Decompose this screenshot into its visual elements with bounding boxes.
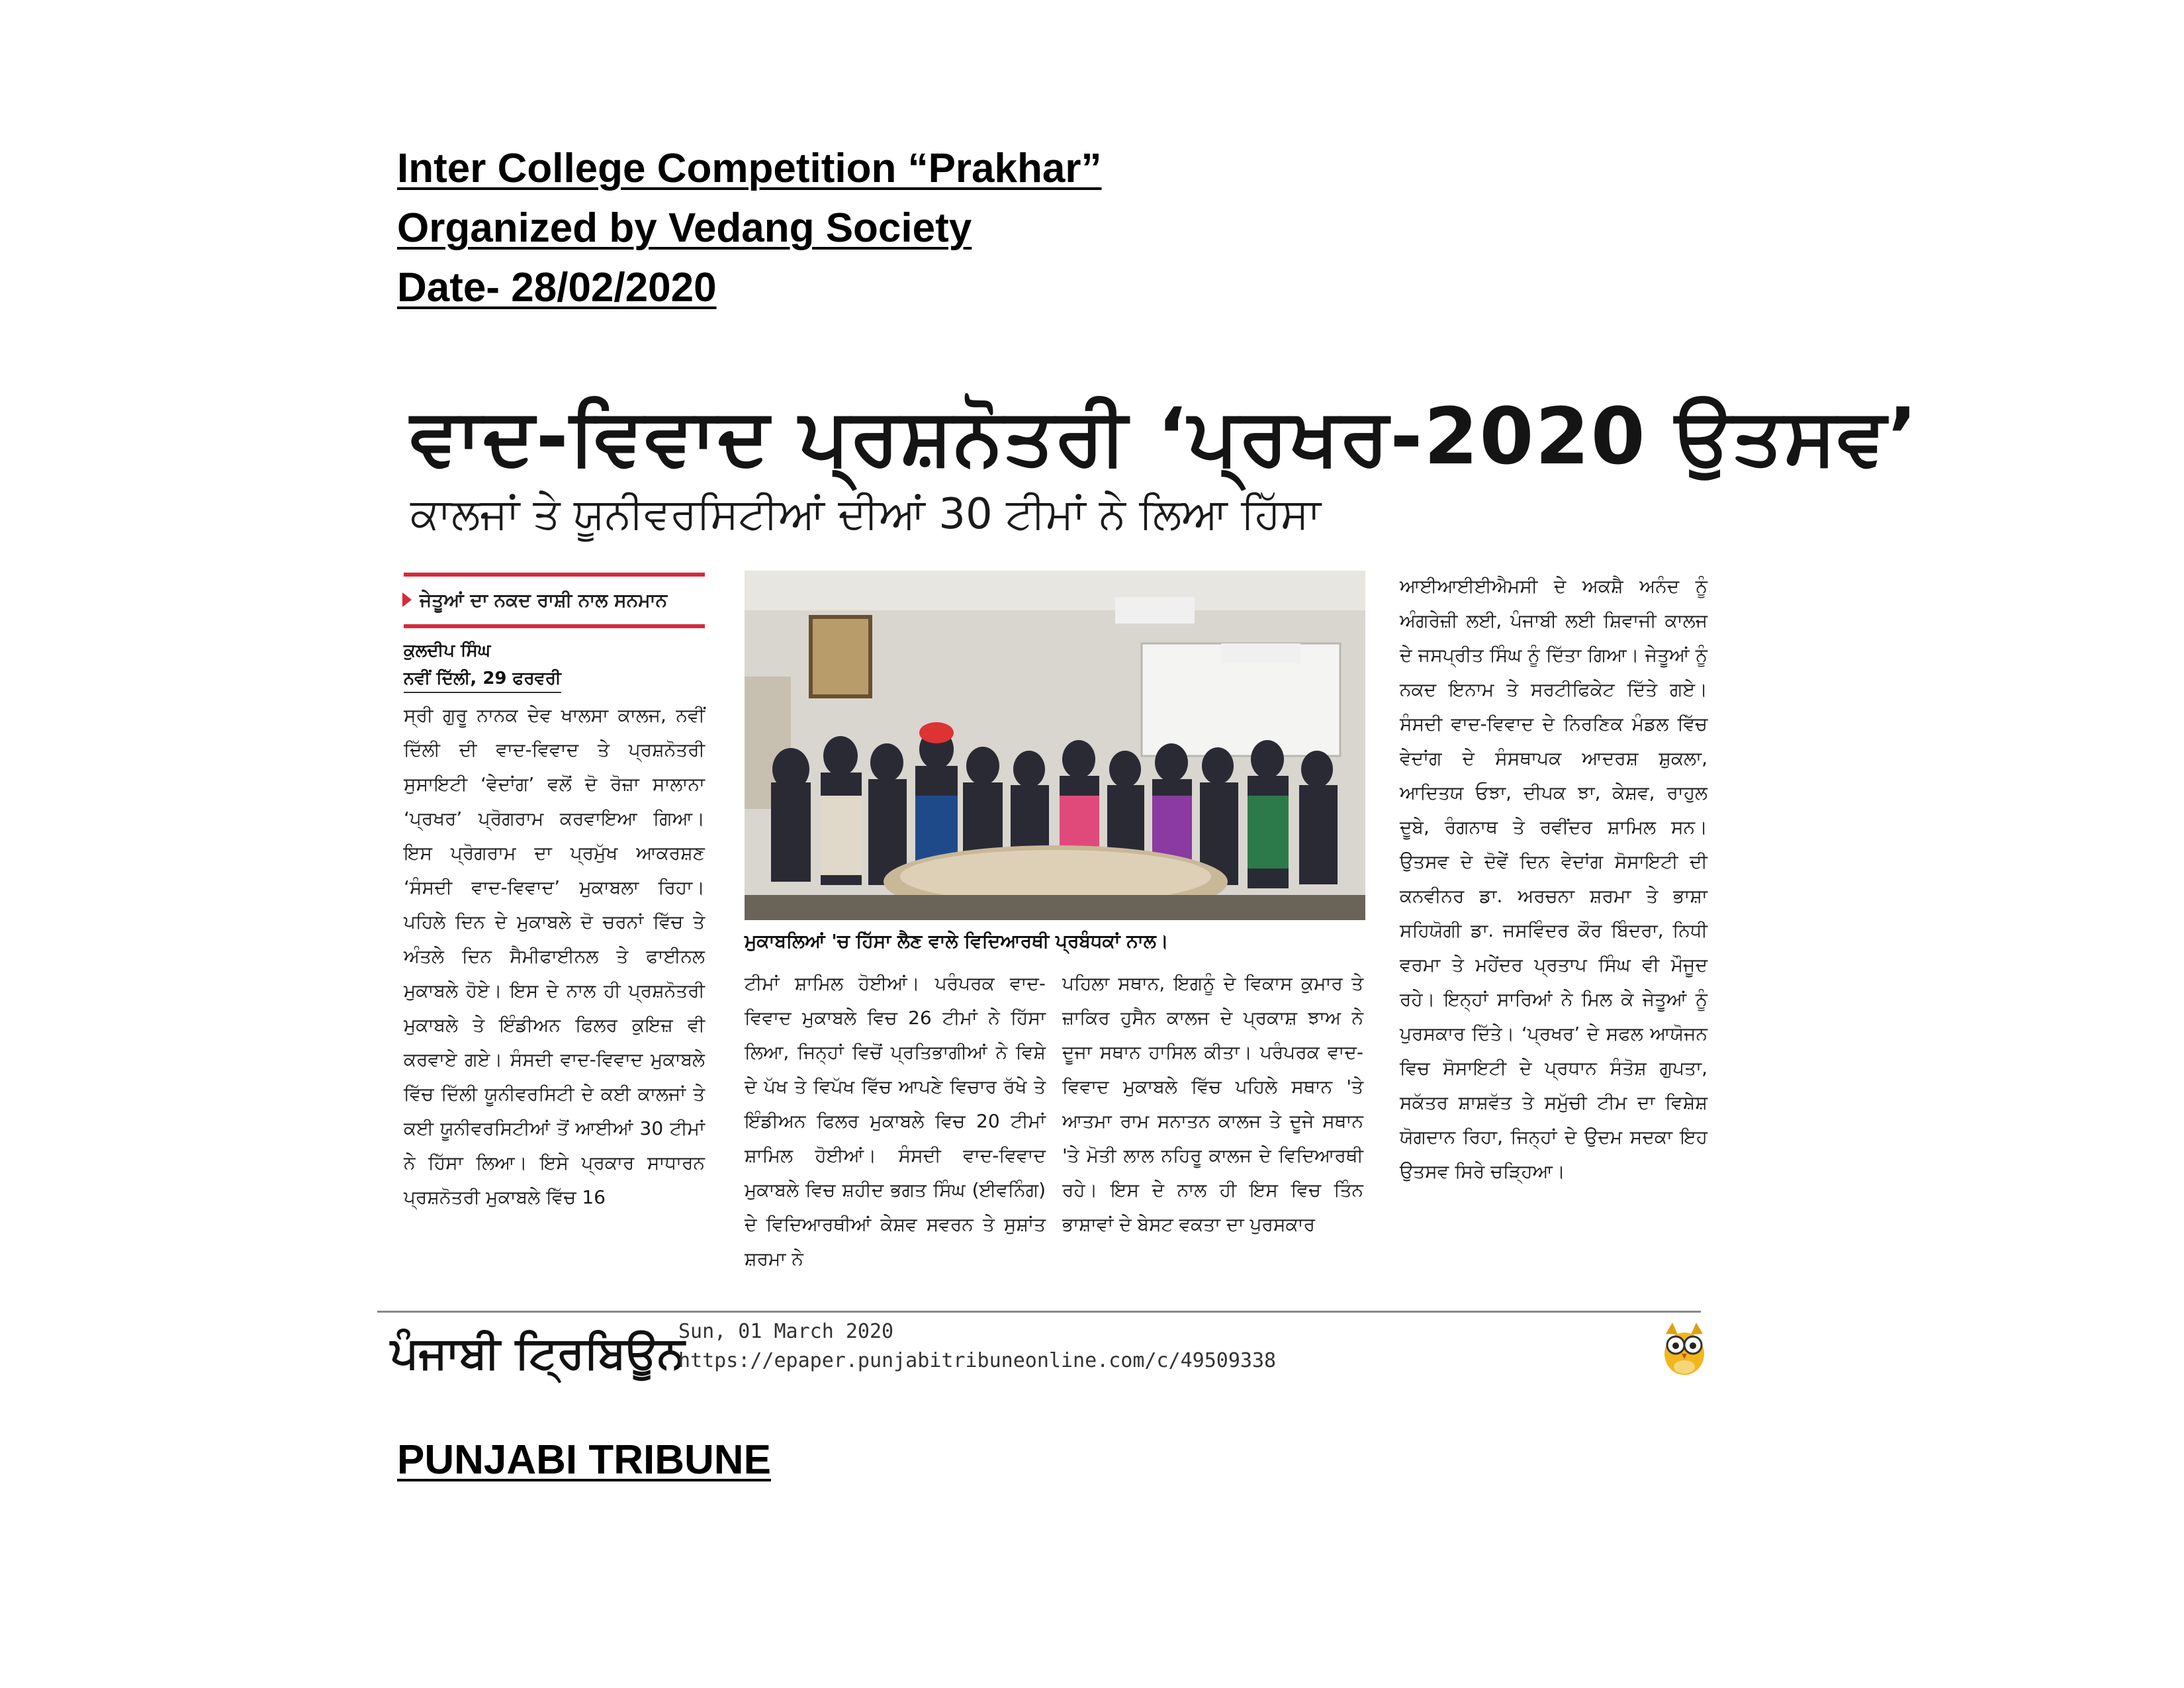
organizer-line: Organized by Vedang Society	[397, 205, 972, 251]
date-line: Date- 28/02/2020	[397, 265, 717, 310]
column-1-text: ਸ੍ਰੀ ਗੁਰੂ ਨਾਨਕ ਦੇਵ ਖਾਲਸਾ ਕਾਲਜ, ਨਵੀਂ ਦਿੱਲੀ ਦੀ ਵਾਦ-ਵਿਵਾਦ ਤੇ ਪ੍ਰਸ਼ਨੋਤਰੀ ਸੁਸਾਇਟੀ ‘ਵੇਦਾਂਗ’ ਵਲੋਂ ਦੋ ਰੋਜ਼ਾ ਸਾਲਾਨਾ ‘ਪ੍ਰਖਰ’ ਪ੍ਰੋਗਰਾਮ ਕਰਵਾਇਆ ਗਿਆ। ਇਸ ਪ੍ਰੋਗਰਾਮ ਦਾ ਪ੍ਰਮੁੱਖ ਆਕਰਸ਼ਣ ‘ਸੰਸਦੀ ਵਾਦ-ਵਿਵਾਦ’ ਮੁਕਾਬਲਾ ਰਿਹਾ। ਪਹਿਲੇ ਦਿਨ ਦੇ ਮੁਕਾਬਲੇ ਦੋ ਚਰਨਾਂ ਵਿੱਚ ਤੇ ਅੰਤਲੇ ਦਿਨ ਸੈਮੀਫਾਈਨਲ ਤੇ ਫਾਈਨਲ ਮੁਕਾਬਲੇ ਹੋਏ। ਇਸ ਦੇ ਨਾਲ ਹੀ ਪ੍ਰਸ਼ਨੋਤਰੀ ਮੁਕਾਬਲੇ ਤੇ ਇੰਡੀਅਨ ਫਿਲਰ ਕੁਇਜ਼ ਵੀ ਕਰਵਾਏ ਗਏ। ਸੰਸਦੀ ਵਾਦ-ਵਿਵਾਦ ਮੁਕਾਬਲੇ ਵਿੱਚ ਦਿੱਲੀ ਯੂਨੀਵਰਸਿਟੀ ਦੇ ਕਈ ਕਾਲਜਾਂ ਤੇ ਕਈ ਯੂਨੀਵਰਸਿਟੀਆਂ ਤੋਂ ਆਈਆਂ 30 ਟੀਮਾਂ ਨੇ ਹਿੱਸਾ ਲਿਆ। ਇਸੇ ਪ੍ਰਕਾਰ ਸਾਧਾਰਨ ਪ੍ਰਸ਼ਨੋਤਰੀ ਮੁਕਾਬਲੇ ਵਿੱਚ 16	[404, 704, 705, 1208]
footer-meta	[678, 1317, 1276, 1376]
article-column-3	[1062, 966, 1363, 1242]
owl-icon	[1658, 1317, 1711, 1377]
photo-caption: ਮੁਕਾਬਲਿਆਂ 'ਚ ਹਿੱਸਾ ਲੈਣ ਵਾਲੇ ਵਿਦਿਆਰਥੀ ਪ੍ਰਬੰਧਕਾਂ ਨਾਲ।	[745, 930, 1169, 952]
clipping-headline: ਵਾਦ-ਵਿਵਾਦ ਪ੍ਰਸ਼ਨੋਤਰੀ ‘ਪ੍ਰਖਰ-2020 ਉਤਸਵ’	[410, 391, 1919, 482]
footer-divider	[377, 1311, 1701, 1313]
byline: ਕੁਲਦੀਪ ਸਿੰਘ	[404, 641, 491, 661]
competition-title: Inter College Competition “Prakhar”	[397, 146, 1102, 191]
newspaper-clipping	[377, 371, 1919, 1403]
group-photo-illustration	[745, 571, 1365, 920]
article-column-4	[1400, 569, 1707, 1189]
newspaper-name: PUNJABI TRIBUNE	[397, 1437, 771, 1483]
article-column-2	[745, 966, 1046, 1276]
page-header	[397, 139, 1102, 318]
newspaper-logo: ਪੰਜਾਬੀ ਟ੍ਰਿਬਿਊਨ	[390, 1327, 685, 1378]
column-4-text: ਆਈਆਈਈਐਮਸੀ ਦੇ ਅਕਸ਼ੈ ਅਨੰਦ ਨੂੰ ਅੰਗਰੇਜ਼ੀ ਲਈ, ਪੰਜਾਬੀ ਲਈ ਸ਼ਿਵਾਜੀ ਕਾਲਜ ਦੇ ਜਸਪ੍ਰੀਤ ਸਿੰਘ ਨੂੰ ਦਿੱਤਾ ਗਿਆ। ਜੇਤੂਆਂ ਨੂੰ ਨਕਦ ਇਨਾਮ ਤੇ ਸਰਟੀਫਿਕੇਟ ਦਿੱਤੇ ਗਏ। ਸੰਸਦੀ ਵਾਦ-ਵਿਵਾਦ ਦੇ ਨਿਰਣਿਕ ਮੰਡਲ ਵਿੱਚ ਵੇਦਾਂਗ ਦੇ ਸੰਸਥਾਪਕ ਆਦਰਸ਼ ਸ਼ੁਕਲਾ, ਆਦਿਤਯ ਓਝਾ, ਦੀਪਕ ਝਾ, ਕੇਸ਼ਵ, ਰਾਹੁਲ ਦੂਬੇ, ਰੰਗਨਾਥ ਤੇ ਰਵੀਂਦਰ ਸ਼ਾਮਿਲ ਸਨ। ਉਤਸਵ ਦੇ ਦੋਵੇਂ ਦਿਨ ਵੇਦਾਂਗ ਸੋਸਾਇਟੀ ਦੀ ਕਨਵੀਨਰ ਡਾ. ਅਰਚਨਾ ਸ਼ਰਮਾ ਤੇ ਭਾਸ਼ਾ ਸਹਿਯੋਗੀ ਡਾ. ਜਸਵਿੰਦਰ ਕੌਰ ਬਿੰਦਰਾ, ਨਿਧੀ ਵਰਮਾ ਤੇ ਮਹੇਂਦਰ ਪ੍ਰਤਾਪ ਸਿੰਘ ਵੀ ਮੌਜੂਦ ਰਹੇ। ਇਨ੍ਹਾਂ ਸਾਰਿਆਂ ਨੇ ਮਿਲ ਕੇ ਜੇਤੂਆਂ ਨੂੰ ਪੁਰਸਕਾਰ ਦਿੱਤੇ। ‘ਪ੍ਰਖਰ’ ਦੇ ਸਫਲ ਆਯੋਜਨ ਵਿਚ ਸੋਸਾਇਟੀ ਦੇ ਪ੍ਰਧਾਨ ਸੰਤੋਸ਼ ਗੁਪਤਾ, ਸਕੱਤਰ ਸ਼ਾਸ਼ਵੱਤ ਤੇ ਸਮੁੱਚੀ ਟੀਮ ਦਾ ਵਿਸ਼ੇਸ਼ ਯੋਗਦਾਨ ਰਿਹਾ, ਜਿਨ੍ਹਾਂ ਦੇ ਉਦਮ ਸਦਕਾ ਇਹ ਉਤਸਵ ਸਿਰੇ ਚੜ੍ਹਿਆ।	[1400, 575, 1707, 1182]
article-column-1	[404, 573, 705, 1215]
column-2-text: ਟੀਮਾਂ ਸ਼ਾਮਿਲ ਹੋਈਆਂ। ਪਰੰਪਰਕ ਵਾਦ-ਵਿਵਾਦ ਮੁਕਾਬਲੇ ਵਿਚ 26 ਟੀਮਾਂ ਨੇ ਹਿੱਸਾ ਲਿਆ, ਜਿਨ੍ਹਾਂ ਵਿਚੋਂ ਪ੍ਰਤਿਭਾਗੀਆਂ ਨੇ ਵਿਸ਼ੇ ਦੇ ਪੱਖ ਤੇ ਵਿਪੱਖ ਵਿੱਚ ਆਪਣੇ ਵਿਚਾਰ ਰੱਖੇ ਤੇ ਇੰਡੀਅਨ ਫਿਲਰ ਮੁਕਾਬਲੇ ਵਿਚ 20 ਟੀਮਾਂ ਸ਼ਾਮਿਲ ਹੋਈਆਂ। ਸੰਸਦੀ ਵਾਦ-ਵਿਵਾਦ ਮੁਕਾਬਲੇ ਵਿਚ ਸ਼ਹੀਦ ਭਗਤ ਸਿੰਘ (ਈਵਨਿੰਗ) ਦੇ ਵਿਦਿਆਰਥੀਆਂ ਕੇਸ਼ਵ ਸਵਰਨ ਤੇ ਸੁਸ਼ਾਂਤ ਸ਼ਰਮਾ ਨੇ	[745, 972, 1046, 1270]
tagline: ਜੇਤੂਆਂ ਦਾ ਨਕਦ ਰਾਸ਼ੀ ਨਾਲ ਸਨਮਾਨ	[420, 589, 668, 611]
epaper-url: https://epaper.punjabitribuneonline.com/c/49509338	[678, 1349, 1277, 1372]
group-photo	[745, 571, 1365, 920]
column-3-text: ਪਹਿਲਾ ਸਥਾਨ, ਇਗਨੂੰ ਦੇ ਵਿਕਾਸ ਕੁਮਾਰ ਤੇ ਜ਼ਾਕਿਰ ਹੁਸੈਨ ਕਾਲਜ ਦੇ ਪ੍ਰਕਾਸ਼ ਝਾਅ ਨੇ ਦੂਜਾ ਸਥਾਨ ਹਾਸਿਲ ਕੀਤਾ। ਪਰੰਪਰਕ ਵਾਦ-ਵਿਵਾਦ ਮੁਕਾਬਲੇ ਵਿੱਚ ਪਹਿਲੇ ਸਥਾਨ 'ਤੇ ਆਤਮਾ ਰਾਮ ਸਨਾਤਨ ਕਾਲਜ ਤੇ ਦੂਜੇ ਸਥਾਨ 'ਤੇ ਮੋਤੀ ਲਾਲ ਨਹਿਰੂ ਕਾਲਜ ਦੇ ਵਿਦਿਆਰਥੀ ਰਹੇ। ਇਸ ਦੇ ਨਾਲ ਹੀ ਇਸ ਵਿਚ ਤਿੰਨ ਭਾਸ਼ਾਵਾਂ ਦੇ ਬੇਸਟ ਵਕਤਾ ਦਾ ਪੁਰਸਕਾਰ	[1062, 972, 1363, 1235]
edition-date: Sun, 01 March 2020	[678, 1320, 894, 1343]
dateline: ਨਵੀਂ ਦਿੱਲੀ, 29 ਫਰਵਰੀ	[404, 665, 561, 693]
tagline-box	[404, 573, 705, 628]
clipping-subhead: ਕਾਲਜਾਂ ਤੇ ਯੂਨੀਵਰਸਿਟੀਆਂ ਦੀਆਂ 30 ਟੀਮਾਂ ਨੇ ਲਿਆ ਹਿੱਸਾ	[410, 490, 1321, 539]
